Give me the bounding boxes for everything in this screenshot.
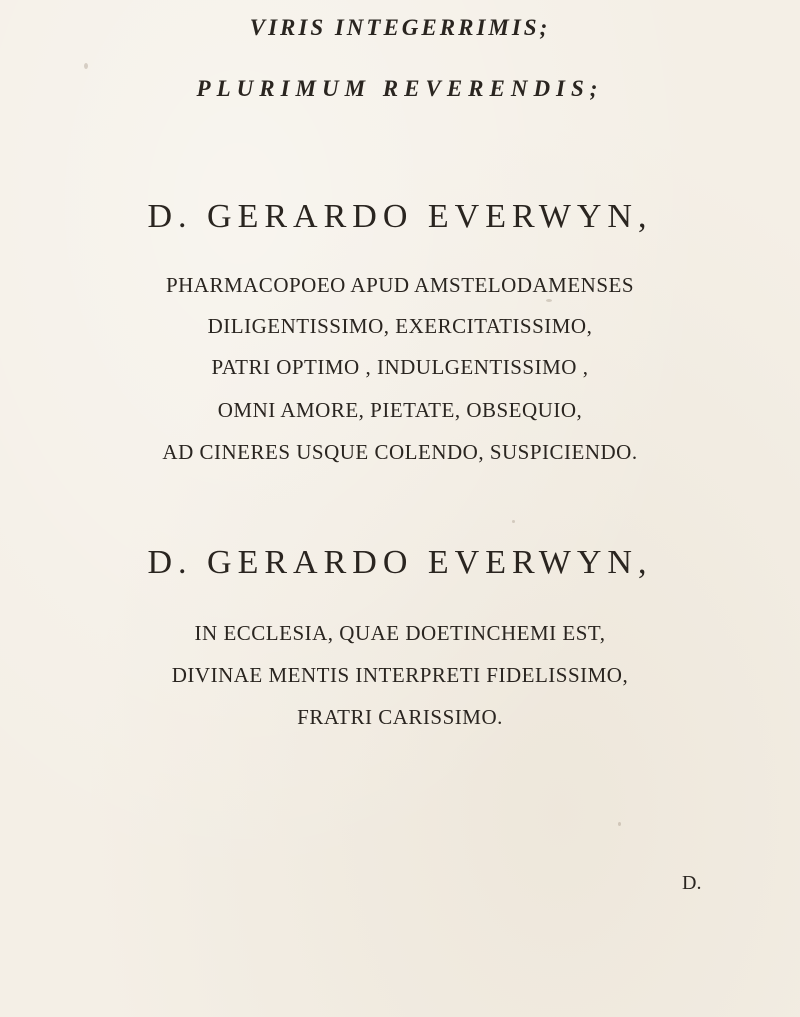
paper-speck xyxy=(546,299,552,302)
dedication-line: PHARMACOPOEO APUD AMSTELODAMENSES xyxy=(165,273,635,297)
dedication-line: FRATRI CARISSIMO. xyxy=(297,705,503,729)
dedication-line: DIVINAE MENTIS INTERPRETI FIDELISSIMO, xyxy=(171,663,629,687)
heading-plurimum-reverendis: PLURIMUM REVERENDIS; xyxy=(196,76,604,101)
paper-speck xyxy=(84,63,88,69)
paper-speck xyxy=(618,822,621,826)
dedication-line: DILIGENTISSIMO, EXERCITATISSIMO, xyxy=(207,314,593,338)
dedication-line: IN ECCLESIA, QUAE DOETINCHEMI EST, xyxy=(194,621,606,645)
dedicatee-name-father: D. GERARDO EVERWYN, xyxy=(147,198,653,235)
dedication-line: OMNI AMORE, PIETATE, OBSEQUIO, xyxy=(217,398,583,422)
catchword: D. xyxy=(682,872,702,894)
dedication-line: PATRI OPTIMO , INDULGENTISSIMO , xyxy=(211,355,589,379)
paper-speck xyxy=(512,520,515,523)
dedication-line: AD CINERES USQUE COLENDO, SUSPICIENDO. xyxy=(162,440,638,464)
heading-viris-integerrimis: VIRIS INTEGERRIMIS; xyxy=(249,15,551,40)
dedicatee-name-brother: D. GERARDO EVERWYN, xyxy=(147,544,653,581)
